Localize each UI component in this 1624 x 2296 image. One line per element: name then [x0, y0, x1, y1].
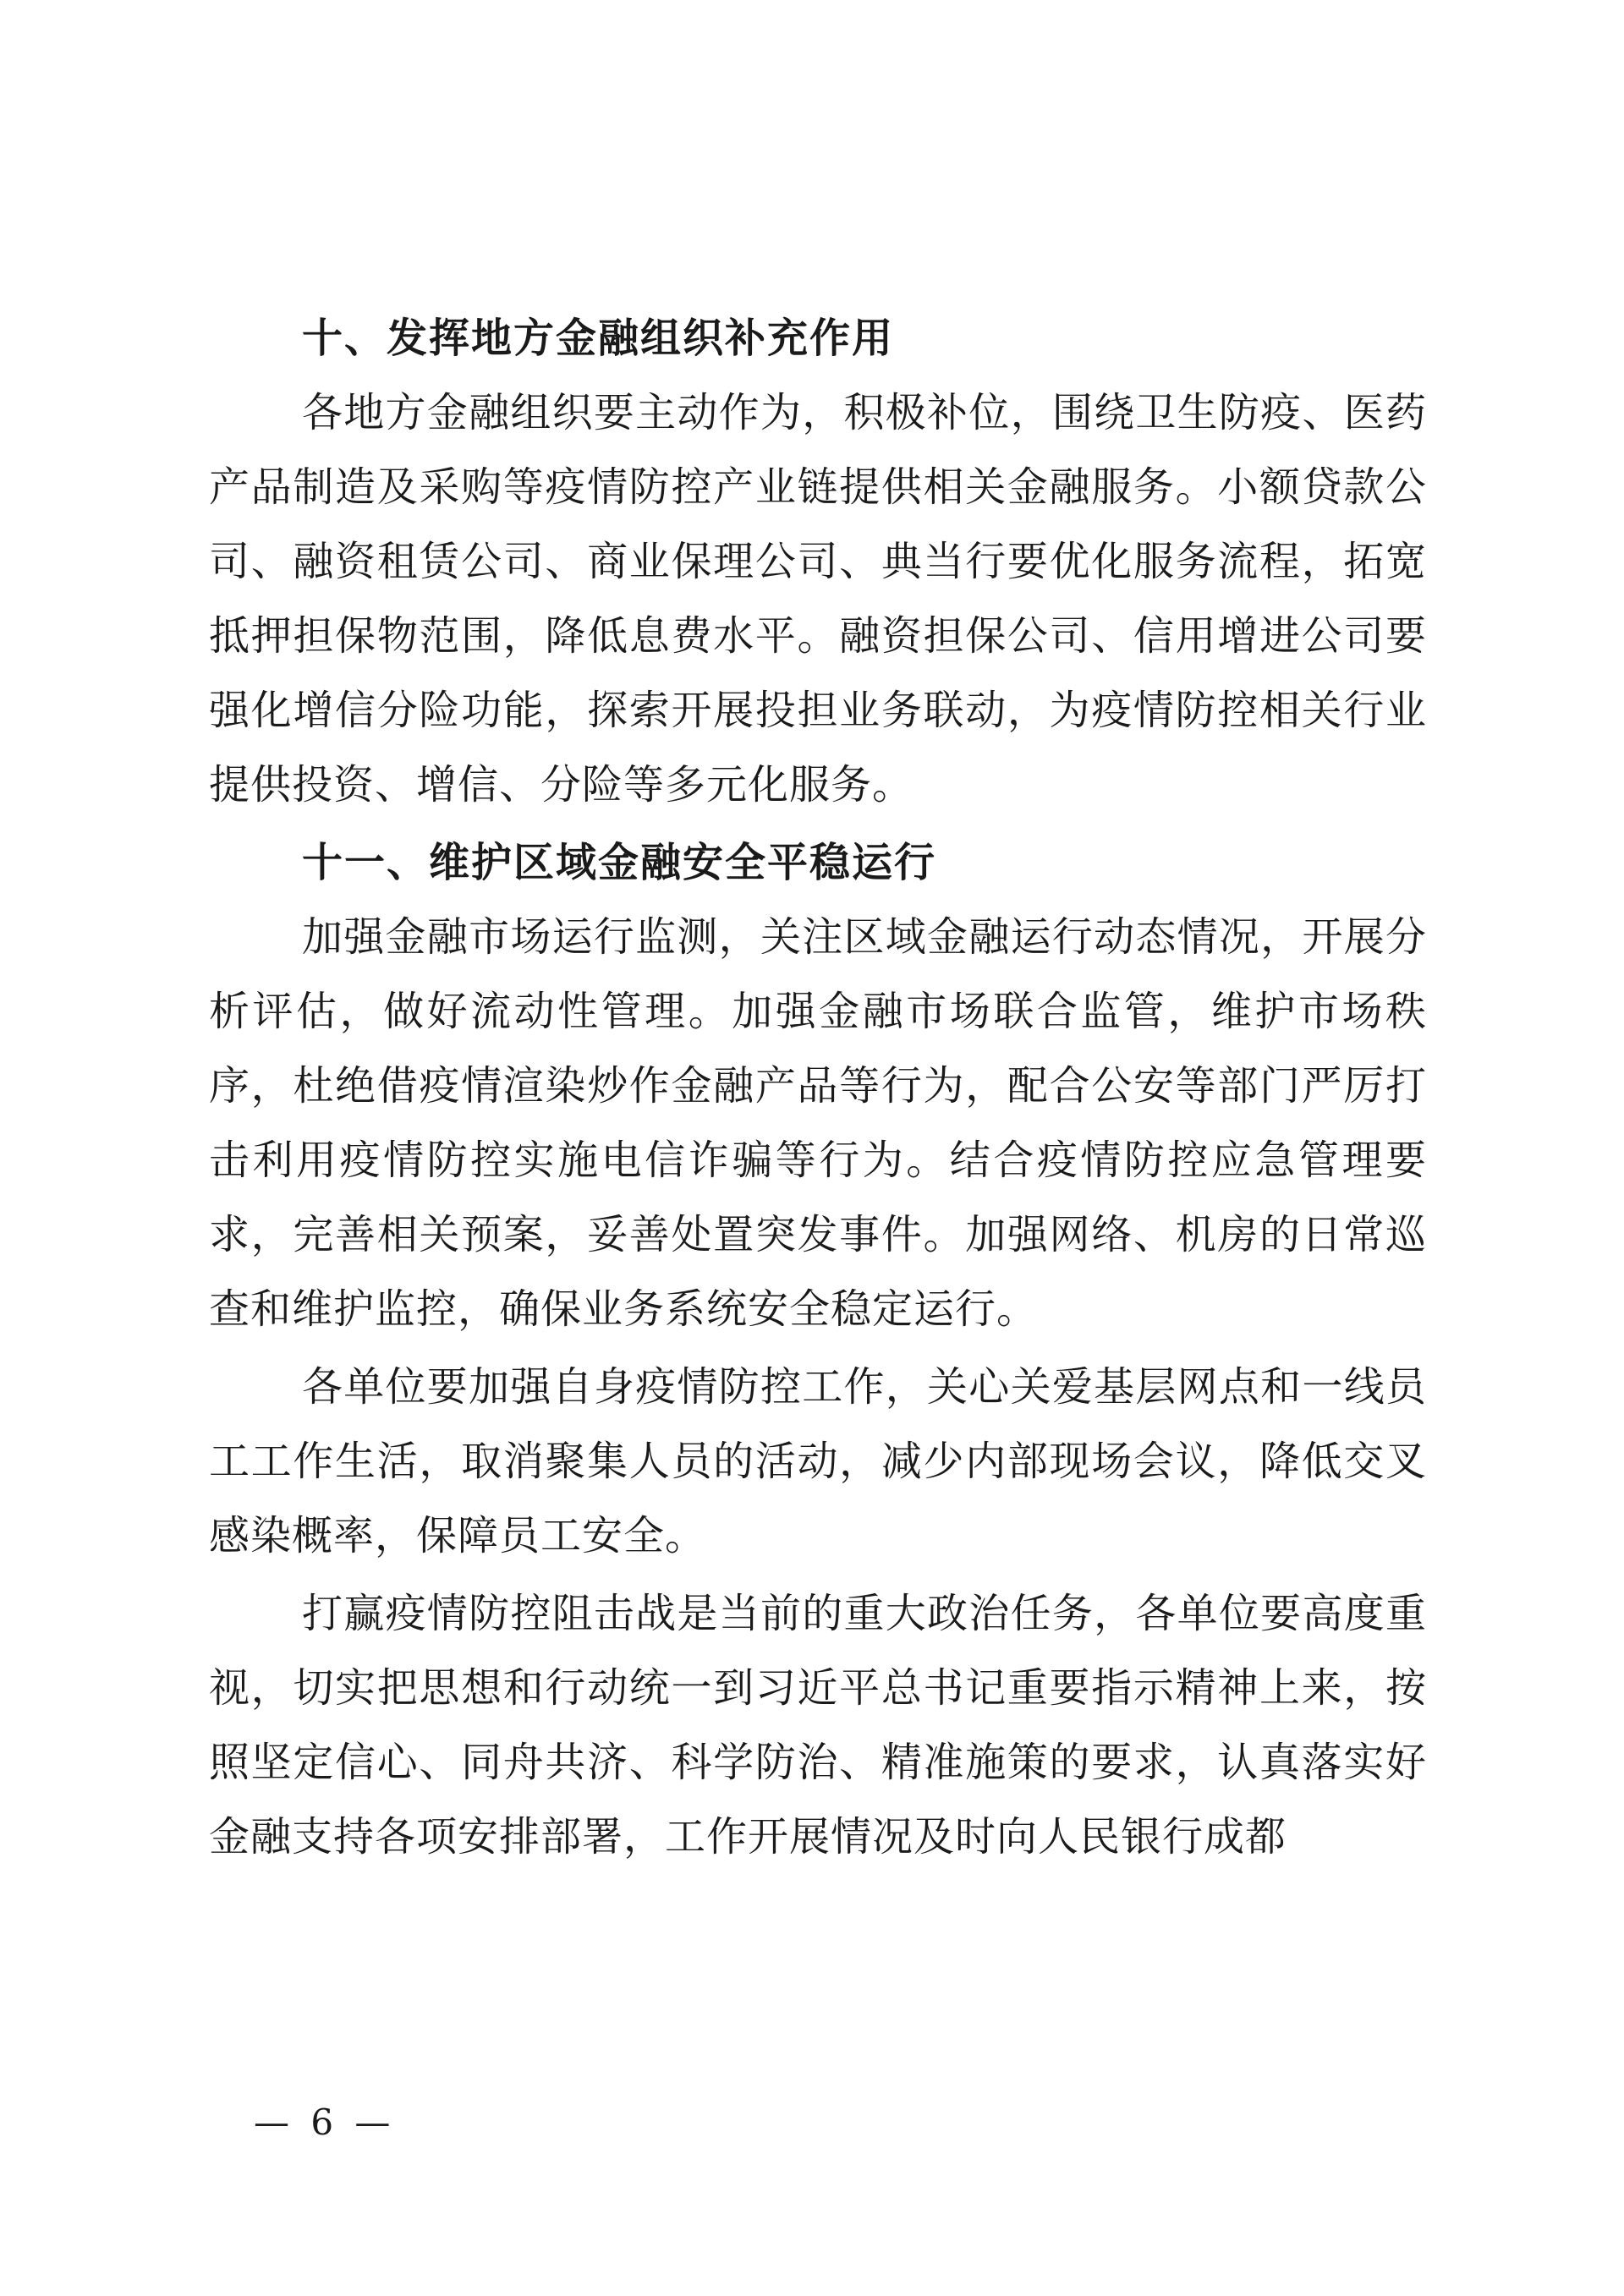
- paragraph: 各单位要加强自身疫情防控工作，关心关爱基层网点和一线员工工作生活，取消聚集人员的活动，减少内部现场会议，降低交叉感染概率，保障员工安全。: [209, 1363, 1427, 1559]
- section-heading-11: 十一、维护区域金融安全平稳运行: [302, 839, 937, 886]
- page-content: [209, 301, 1427, 1874]
- paragraph: 加强金融市场运行监测，关注区域金融运行动态情况，开展分析评估，做好流动性管理。加强金融市场联合监管，维护市场秩序，杜绝借疫情渲染炒作金融产品等行为，配合公安等部门严厉打击利用疫情防控实施电信诈骗等行为。结合疫情防控应急管理要求，完善相关预案，妥善处置突发事件。加强网络、机房的日常巡查和维护监控，确保业务系统安全稳定运行。: [209, 913, 1427, 1333]
- paragraph: 各地方金融组织要主动作为，积极补位，围绕卫生防疫、医药产品制造及采购等疫情防控产业链提供相关金融服务。小额贷款公司、融资租赁公司、商业保理公司、典当行要优化服务流程，拓宽抵押担保物范围，降低息费水平。融资担保公司、信用增进公司要强化增信分险功能，探索开展投担业务联动，为疫情防控相关行业提供投资、增信、分险等多元化服务。: [209, 389, 1427, 808]
- paragraph: 打赢疫情防控阻击战是当前的重大政治任务，各单位要高度重视，切实把思想和行动统一到习近平总书记重要指示精神上来，按照坚定信心、同舟共济、科学防治、精准施策的要求，认真落实好金融支持各项安排部署，工作开展情况及时向人民银行成都: [209, 1590, 1427, 1860]
- section-heading-10: 十、发挥地方金融组织补充作用: [302, 315, 895, 362]
- page-number: — 6 —: [254, 2101, 396, 2143]
